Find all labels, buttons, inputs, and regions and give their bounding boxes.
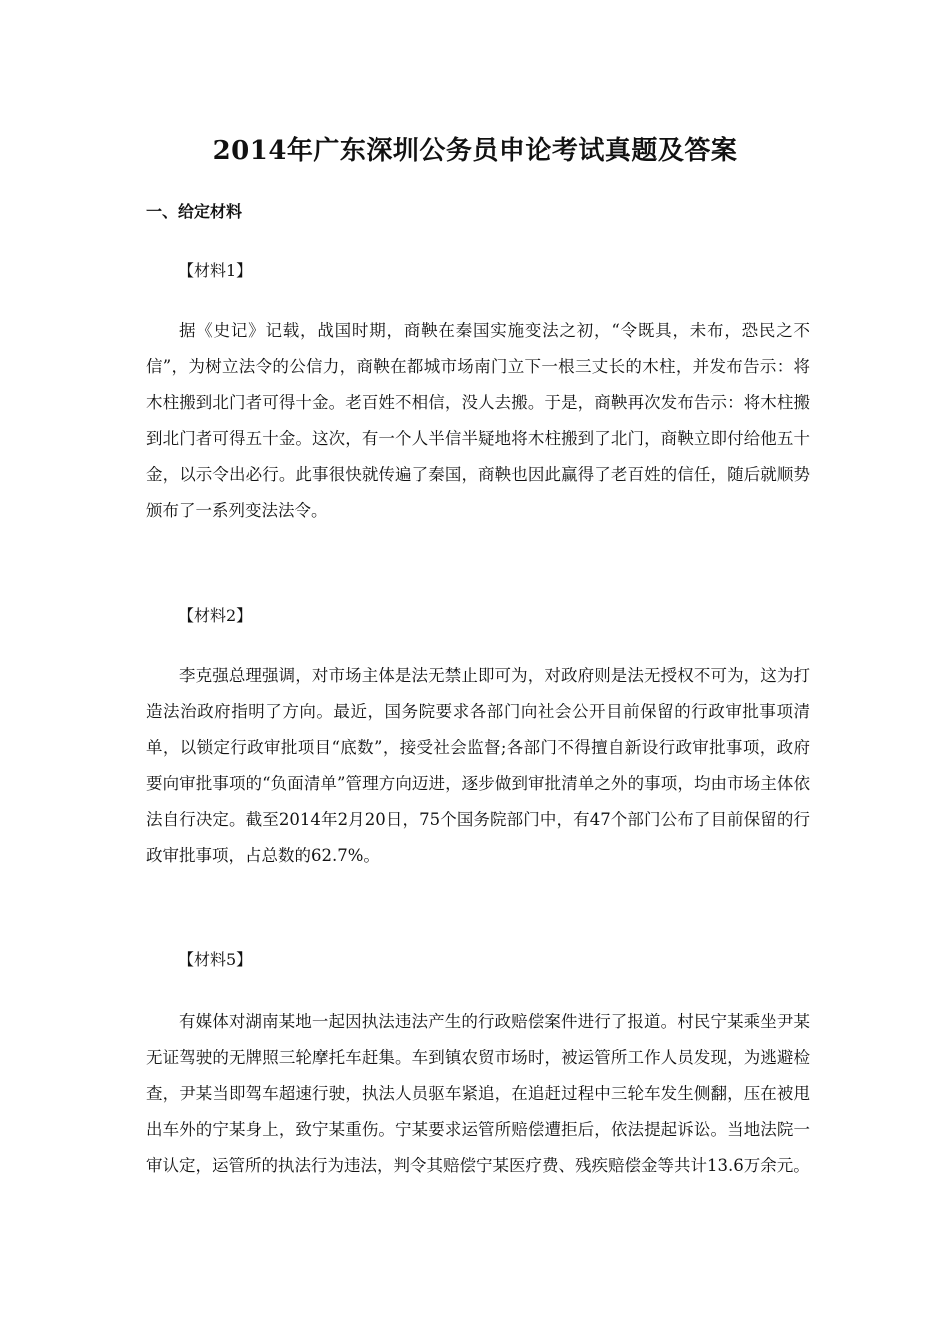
material-5-label: 【材料5】 [178,950,253,969]
material-1-label: 【材料1】 [178,261,253,280]
material-2-text: 李克强总理强调，对市场主体是法无禁止即可为，对政府则是法无授权不可为，这为打造法治政府指明了方向。最近，国务院要求各部门向社会公开目前保留的行政审批事项清单，以锁定行政审批项目“底数”，接受社会监督;各部门不得擅自新设行政审批事项，政府要向审批事项的“负面清单”管理方向迈进，逐步做到审批清单之外的事项，均由市场主体依法自行决定。截至2014年2月20日，75个国务院部门中，有47个部门公布了目前保留的行政审批事项，占总数的62.7%。 [146,666,810,865]
material-2-label: 【材料2】 [178,606,253,625]
section-heading: 一、给定材料 [146,202,243,221]
material-5-text: 有媒体对湖南某地一起因执法违法产生的行政赔偿案件进行了报道。村民宁某乘坐尹某无证驾驶的无牌照三轮摩托车赶集。车到镇农贸市场时，被运管所工作人员发现，为逃避检查，尹某当即驾车超速行驶，执法人员驱车紧追，在追赶过程中三轮车发生侧翻，压在被甩出车外的宁某身上，致宁某重伤。宁某要求运管所赔偿遭拒后，依法提起诉讼。当地法院一审认定，运管所的执法行为违法，判令其赔偿宁某医疗费、残疾赔偿金等共计13.6万余元。 [146,1012,810,1175]
document-title: 2014年广东深圳公务员申论考试真题及答案 [212,136,738,166]
material-1-text: 据《史记》记载，战国时期，商鞅在秦国实施变法之初，“令既具，未布，恐民之不信”，为树立法令的公信力，商鞅在都城市场南门立下一根三丈长的木柱，并发布告示：将木柱搬到北门者可得十金。老百姓不相信，没人去搬。于是，商鞅再次发布告示：将木柱搬到北门者可得五十金。这次，有一个人半信半疑地将木柱搬到了北门，商鞅立即付给他五十金，以示令出必行。此事很快就传遍了秦国，商鞅也因此赢得了老百姓的信任，随后就顺势颁布了一系列变法法令。 [146,321,810,520]
